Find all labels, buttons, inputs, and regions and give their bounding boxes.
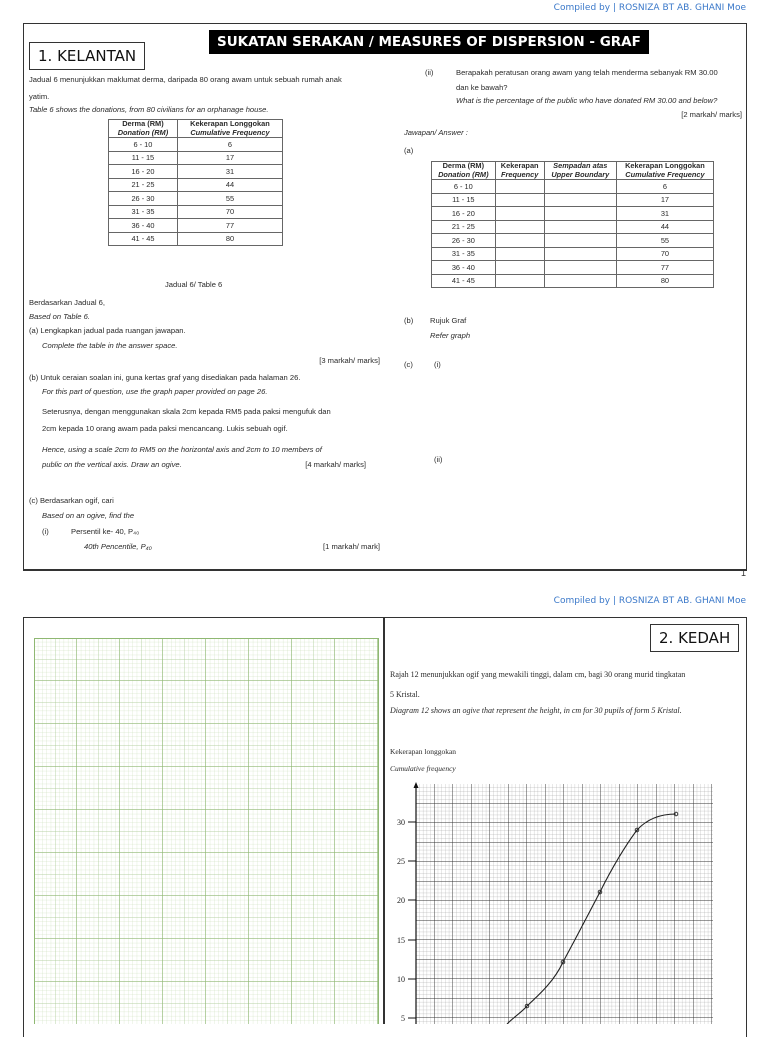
question-c-ii-malay-1: Berapakah peratusan orang awam yang telah menderma sebanyak RM 30.00 (456, 68, 718, 77)
chart-ylabel-malay: Kekerapan longgokan (390, 747, 457, 756)
question-c-ii-english: What is the percentage of the public who have donated RM 30.00 and below? (456, 96, 718, 105)
answer-row: 6 - 10 6 (432, 180, 714, 194)
answer-row: 31 - 35 70 (432, 247, 714, 261)
table-row: 11 - 15 17 (109, 151, 283, 165)
question-b-marks: [4 markah/ marks] (305, 460, 366, 469)
upper-boundary-cell[interactable] (544, 180, 616, 194)
based-on-english: Based on Table 6. (29, 312, 90, 321)
frequency-cell[interactable] (495, 180, 544, 194)
state-label-kedah: 2. KEDAH (650, 624, 739, 652)
table-row: 36 - 40 77 (109, 219, 283, 233)
answer-row: 21 - 25 44 (432, 220, 714, 234)
y-tick-5: 5 (401, 1014, 405, 1023)
compiled-by-header-2: Compiled by | ROSNIZA BT AB. GHANI Moe (553, 596, 746, 606)
answer-table (431, 161, 714, 288)
kedah-desc-english: Diagram 12 shows an ogive that represent the height, in cm for 30 pupils of form 5 Kristal. (390, 706, 682, 715)
answer-row: 11 - 15 17 (432, 193, 714, 207)
upper-boundary-cell[interactable] (544, 207, 616, 221)
question-b-scale-malay-2: 2cm kepada 10 orang awam pada paksi mencancang. Lukis sebuah ogif. (42, 424, 288, 433)
intro-english: Table 6 shows the donations, from 80 civilians for an orphanage house. (29, 105, 269, 114)
worksheet-title-banner: SUKATAN SERAKAN / MEASURES OF DISPERSION - GRAF (209, 30, 649, 54)
intro-malay-line1: Jadual 6 menunjukkan maklumat derma, daripada 80 orang awam untuk sebuah rumah anak (29, 75, 342, 84)
y-tick-15: 15 (397, 936, 405, 945)
upper-boundary-cell[interactable] (544, 193, 616, 207)
question-a-marks: [3 markah/ marks] (319, 356, 380, 365)
answer-col-upper-boundary: Sempadan atas Upper Boundary (544, 162, 616, 180)
answer-b-label: (b) (404, 316, 414, 325)
state-label-kelantan: 1. KELANTAN (29, 42, 145, 70)
frequency-cell[interactable] (495, 193, 544, 207)
question-c-i-number: (i) (42, 527, 49, 536)
ogive-chart (390, 780, 720, 1024)
upper-boundary-cell[interactable] (544, 220, 616, 234)
question-b-scale-english-2: public on the vertical axis. Draw an ogive. (42, 460, 182, 469)
answer-row: 26 - 30 55 (432, 234, 714, 248)
question-c-ii-malay-2: dan ke bawah? (456, 83, 508, 92)
table-row: 21 - 25 44 (109, 178, 283, 192)
question-a-malay: (a) Lengkapkan jadual pada ruangan jawapan. (29, 326, 186, 335)
frequency-cell[interactable] (495, 207, 544, 221)
question-c-i-marks: [1 markah/ mark] (323, 542, 380, 551)
question-c-i-english: 40th Pencentile, P₄₀ (84, 542, 152, 551)
upper-boundary-cell[interactable] (544, 234, 616, 248)
answer-col-frequency: Kekerapan Frequency (495, 162, 544, 180)
frequency-cell[interactable] (495, 247, 544, 261)
question-a-english: Complete the table in the answer space. (42, 341, 178, 350)
col-header-cumulative-frequency: Kekerapan Longgokan Cumulative Frequency (177, 120, 282, 138)
answer-c-label: (c) (404, 360, 413, 369)
intro-malay-line2: yatim. (29, 92, 50, 101)
upper-boundary-cell[interactable] (544, 247, 616, 261)
question-b-scale-malay-1: Seterusnya, dengan menggunakan skala 2cm kepada RM5 pada paksi mengufuk dan (42, 407, 331, 416)
question-c-ii-number: (ii) (425, 68, 434, 77)
answer-b-malay: Rujuk Graf (430, 316, 467, 325)
table-row: 31 - 35 70 (109, 205, 283, 219)
frequency-cell[interactable] (495, 261, 544, 275)
upper-boundary-cell[interactable] (544, 274, 616, 288)
answer-b-english: Refer graph (430, 331, 471, 340)
kedah-desc-malay-2: 5 Kristal. (390, 690, 420, 699)
question-c-malay: (c) Berdasarkan ogif, cari (29, 496, 114, 505)
question-b-malay: (b) Untuk ceraian soalan ini, guna kertas graf yang disediakan pada halaman 26. (29, 373, 301, 382)
frequency-cell[interactable] (495, 274, 544, 288)
answer-row: 36 - 40 77 (432, 261, 714, 275)
question-c-english: Based on an ogive, find the (42, 511, 135, 520)
answer-row: 41 - 45 80 (432, 274, 714, 288)
table-caption: Jadual 6/ Table 6 (165, 280, 223, 289)
cumulative-frequency-table (108, 119, 283, 246)
table-row: 41 - 45 80 (109, 232, 283, 246)
y-tick-30: 30 (397, 818, 405, 827)
page-number: 1 (741, 568, 747, 578)
frequency-cell[interactable] (495, 234, 544, 248)
answer-c-i-label: (i) (434, 360, 441, 369)
y-tick-20: 20 (397, 896, 405, 905)
graph-paper[interactable] (34, 638, 379, 1024)
kedah-desc-malay-1: Rajah 12 menunjukkan ogif yang mewakili tinggi, dalam cm, bagi 30 orang murid tingkatan (390, 670, 686, 679)
based-on-malay: Berdasarkan Jadual 6, (29, 298, 105, 307)
col-header-donation: Derma (RM) Donation (RM) (109, 120, 178, 138)
answer-row: 16 - 20 31 (432, 207, 714, 221)
answer-a-label: (a) (404, 146, 414, 155)
answer-col-donation: Derma (RM) Donation (RM) (432, 162, 496, 180)
question-c-ii-marks: [2 markah/ marks] (681, 110, 742, 119)
question-c-i-malay: Persentil ke- 40, P₄₀ (71, 527, 140, 536)
table-row: 16 - 20 31 (109, 165, 283, 179)
y-tick-25: 25 (397, 857, 405, 866)
table-row: 26 - 30 55 (109, 192, 283, 206)
question-b-english: For this part of question, use the graph paper provided on page 26. (42, 387, 268, 396)
frequency-cell[interactable] (495, 220, 544, 234)
answer-c-ii-label: (ii) (434, 455, 443, 464)
column-divider (383, 617, 385, 1024)
y-tick-10: 10 (397, 975, 405, 984)
chart-ylabel-english: Cumulative frequency (390, 764, 456, 773)
upper-boundary-cell[interactable] (544, 261, 616, 275)
answer-col-cumulative-frequency: Kekerapan Longgokan Cumulative Frequency (616, 162, 713, 180)
compiled-by-header: Compiled by | ROSNIZA BT AB. GHANI Moe (553, 3, 746, 13)
table-row: 6 - 10 6 (109, 138, 283, 152)
question-b-scale-english-1: Hence, using a scale 2cm to RM5 on the horizontal axis and 2cm to 10 members of (42, 445, 322, 454)
answer-label: Jawapan/ Answer : (404, 128, 468, 137)
